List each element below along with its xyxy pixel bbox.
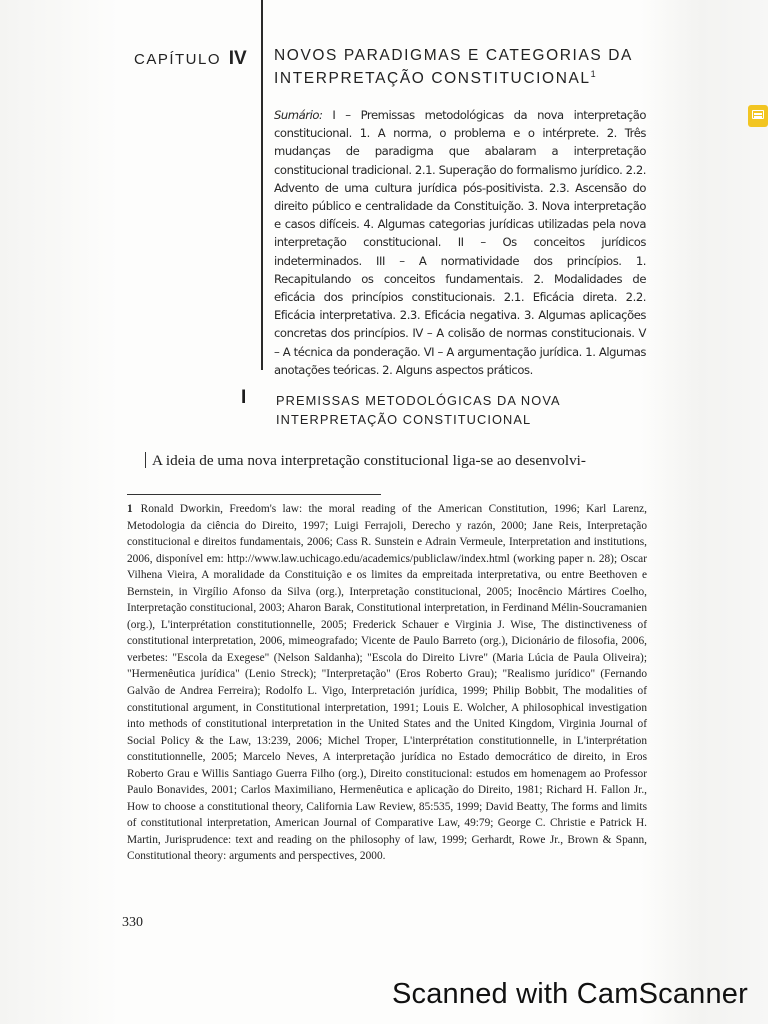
note-icon[interactable]: [748, 105, 768, 127]
camscanner-watermark: Scanned with CamScanner: [391, 978, 748, 1010]
footnote: [127, 501, 647, 865]
chapter-title: [274, 46, 654, 88]
summary-heading: Sumário:: [274, 108, 323, 122]
vertical-rule: [261, 0, 263, 370]
chapter-number: IV: [228, 48, 247, 69]
footnote-separator: [127, 494, 381, 495]
margin-mark: [145, 452, 146, 468]
body-paragraph: [145, 451, 665, 471]
chapter-label: [134, 48, 247, 70]
summary-text: I – Premissas metodológicas da nova interpretação constitucional. 1. A norma, o problema e o intérprete. 2. Três mudanças de paradigma que abalaram a interpretação constitucional tradicional. 2.1. Superação do formalismo jurídico. 2.2. Advento de uma cultura jurídica pós-positivista. 2.3. Ascensão do direito público e centralidade da Constituição. 3. Nova interpretação e casos difíceis. 4. Algumas categorias jurídicas utilizadas pela nova interpretação constitucional. II – Os conceitos jurídicos indeterminados. III – A normatividade dos princípios. 1. Recapitulando os conceitos fundamentais. 2. Modalidades de eficácia dos princípios constitucionais. 2.1. Eficácia direta. 2.2. Eficácia interpretativa. 2.3. Eficácia negativa. 3. Algumas aplicações concretas dos princípios. IV – A colisão de normas constitucionais. V – A técnica da ponderação. VI – A argumentação jurídica. 1. Algumas anotações teóricas. 2. Alguns aspectos práticos.: [274, 108, 646, 377]
chapter-summary: [274, 106, 646, 379]
section-title: PREMISSAS METODOLÓGICAS DA NOVA INTERPRETAÇÃO CONSTITUCIONAL: [276, 393, 560, 427]
section-number: I: [241, 387, 247, 408]
chapter-title-footnote-ref: 1: [590, 69, 598, 79]
footnote-number: 1: [127, 503, 133, 515]
body-first-line: A ideia de uma nova interpretação constitucional liga-se ao desenvolvi-: [152, 452, 586, 469]
footnote-text: Ronald Dworkin, Freedom's law: the moral reading of the American Constitution, 1996; Karl Larenz, Metodologia da ciência do Direito, 1997; Luigi Ferrajoli, Derecho y razón, 2000; Jane Reis, Interpretação constitucional e direitos fundamentais, 2006; Cass R. Sunstein e Adrain Vermeule, Interpretation and institutions, 2006, disponível em: http://www.law.uchicago.edu/academics/publiclaw/index.html (working paper n. 28); Oscar Vilhena Vieira, A moralidade da Constituição e os limites da empreitada interpretativa, ou entre Beethoven e Bernstein, in Virgílio Afonso da Silva (org.), Interpretação constitucional, 2005; Inocêncio Mártires Coelho, Interpretação constitucional, 2003; Aharon Barak, Constitutional interpretation, in Ferdinand Mélin-Soucramanien (org.), L'interprétation constitutionnelle, 2005; Frederick Schauer e Virginia J. Wise, The distinctiveness of constitutional interpretation, 2006, mimeografado; Vicente de Paulo Barreto (org.), Dicionário de filosofia, 2006, verbetes: "Escola da Exegese" (Nelson Saldanha); "Escola do Direito Livre" (Maria Lúcia de Paula Oliveira); "Hermenêutica jurídica" (Lenio Streck); "Interpretação" (Eros Roberto Grau); "Realismo jurídico" (Fernando Galvão de Andrea Ferreira); Rodolfo L. Vigo, Interpretación jurídica, 1999; Philip Bobbit, The modalities of constitutional argument, in Constitutional interpretation, 1991; Louis E. Wolcher, A philosophical investigation into methods of constitutional interpretation in the United States and the United Kingdom, Virginia Journal of Social Policy & the Law, 13:239, 2006; Michel Troper, L'interprétation constitutionnelle, in L'interprétation constitutionnelle, 2005; Marcelo Neves, A interpretação jurídica no Estado democrático de direito, in Eros Roberto Grau e Willis Santiago Guerra Filho (org.), Direito constitucional: estudos em homenagem ao Professor Paulo Bonavides, 2001; Carlos Maximiliano, Hermenêutica e aplicação do Direito, 1981; Richard H. Fallon Jr., How to choose a constitutional theory, California Law Review, 85:535, 1999; David Beatty, The forms and limits of constitutional interpretation, American Journal of Comparative Law, 49:79; George C. Christie e Patrick H. Martin, Jurisprudence: text and reading on the philosophy of law, 1999; Gerhardt, Rowe Jr., Brown & Spann, Constitutional theory: arguments and perspectives, 2000.: [127, 503, 647, 863]
chapter-title-text: NOVOS PARADIGMAS E CATEGORIAS DA INTERPRETAÇÃO CONSTITUCIONAL: [274, 47, 633, 88]
chapter-label-text: CAPÍTULO: [134, 51, 222, 68]
page-number: 330: [122, 915, 143, 930]
